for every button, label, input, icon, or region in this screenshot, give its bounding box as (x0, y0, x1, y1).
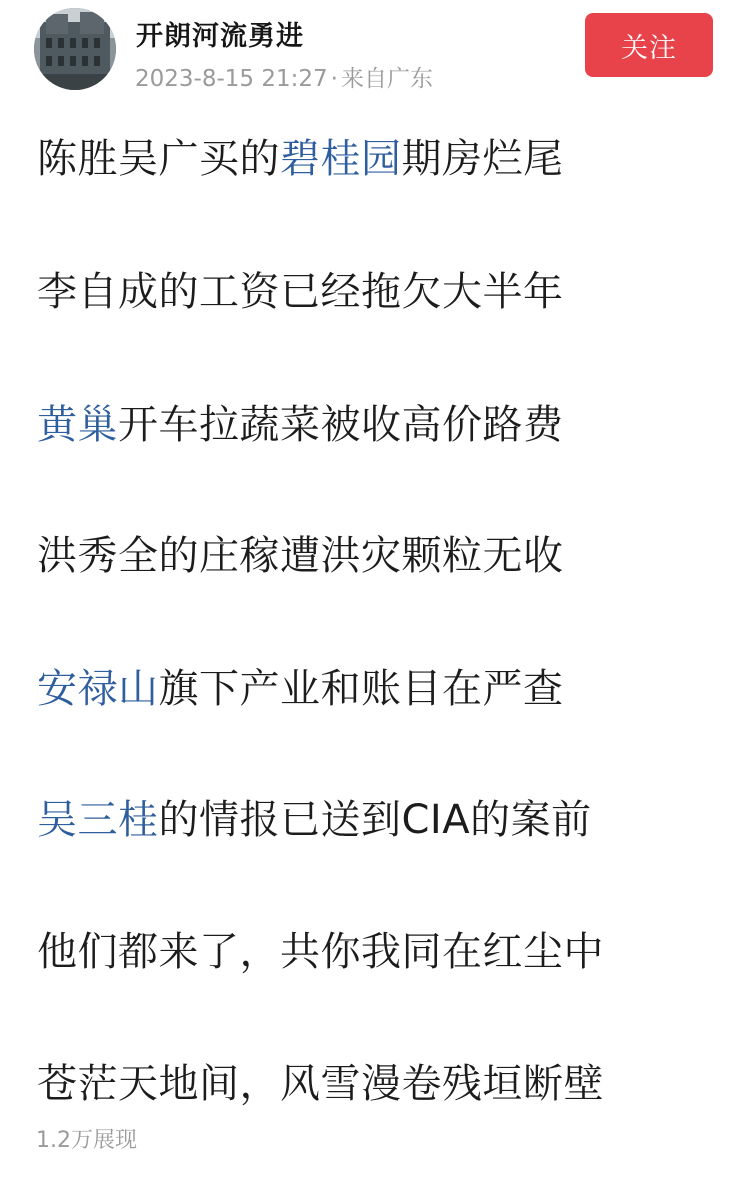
poem-line-4 (37, 532, 564, 580)
line-text: 开车拉蔬菜被收高价路费 (118, 402, 564, 448)
line-text: 陈胜吴广买的 (37, 136, 280, 182)
poem-line-3 (37, 401, 564, 449)
poem-line-6 (37, 796, 592, 844)
follow-button[interactable]: 关注 (585, 13, 713, 77)
line-text: 他们都来了，共你我同在红尘中 (37, 929, 604, 975)
author-name[interactable]: 开朗河流勇进 (136, 21, 304, 52)
post-meta (135, 60, 433, 93)
poem-line-7 (37, 928, 604, 976)
line-text: 旗下产业和账目在严查 (158, 666, 564, 712)
post-location: 来自广东 (340, 66, 433, 92)
line-text: 洪秀全的庄稼遭洪灾颗粒无收 (37, 533, 564, 579)
post-date: 2023-8-15 21:27 (135, 66, 328, 92)
poem-line-8 (37, 1060, 604, 1108)
post-header (0, 0, 744, 100)
meta-separator: · (330, 66, 338, 92)
line-text: 的情报已送到CIA的案前 (158, 797, 592, 843)
topic-link[interactable]: 黄巢 (37, 402, 118, 448)
topic-link[interactable]: 安禄山 (37, 666, 159, 712)
topic-link[interactable]: 吴三桂 (37, 797, 159, 843)
poem-line-2 (37, 268, 564, 316)
line-text: 期房烂尾 (401, 136, 564, 182)
poem-line-1 (37, 135, 564, 183)
topic-link[interactable]: 碧桂园 (280, 136, 402, 182)
view-count: 1.2万展现 (36, 1128, 137, 1153)
line-text: 苍茫天地间，风雪漫卷残垣断壁 (37, 1061, 604, 1107)
author-avatar[interactable] (34, 8, 116, 90)
building-photo-avatar-icon (34, 8, 116, 90)
line-text: 李自成的工资已经拖欠大半年 (37, 269, 564, 315)
poem-line-5 (37, 665, 564, 713)
